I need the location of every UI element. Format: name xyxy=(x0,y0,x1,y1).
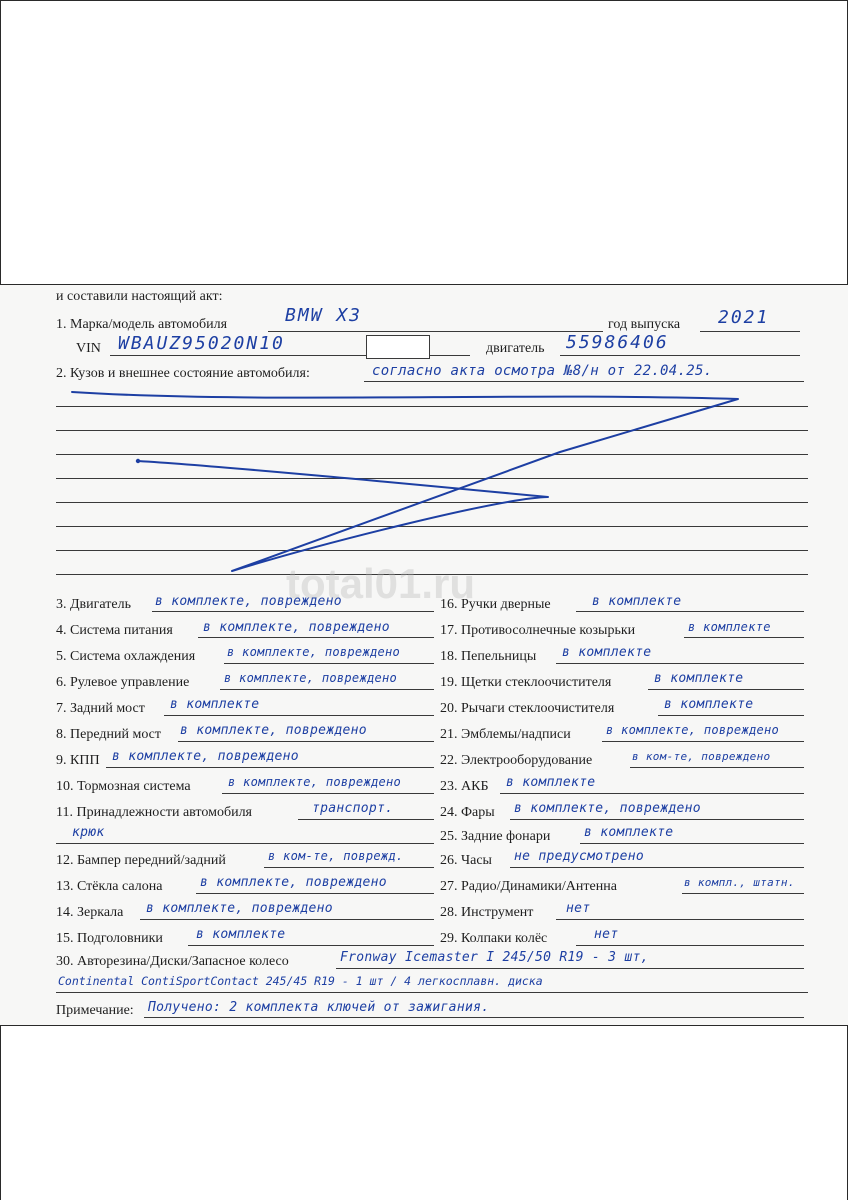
tires-underline-2 xyxy=(56,992,808,993)
item-23-label: 23. АКБ xyxy=(440,779,489,794)
item-21-value: в комплекте, повреждено xyxy=(606,723,780,737)
vin-redaction-box xyxy=(366,335,430,359)
item-15-value: в комплекте xyxy=(196,927,286,942)
year-label: год выпуска xyxy=(608,317,681,332)
item-22-label: 22. Электрооборудование xyxy=(440,753,593,768)
item-underline xyxy=(178,741,434,742)
redacted-top-area xyxy=(0,0,848,285)
item-underline xyxy=(580,843,804,844)
item-29-label: 29. Колпаки колёс xyxy=(440,931,548,946)
make-value: BMW X3 xyxy=(285,305,363,326)
item-17-value: в комплекте xyxy=(688,620,771,634)
item-underline xyxy=(222,793,434,794)
item-24-label: 24. Фары xyxy=(440,805,495,820)
vin-value: WBAUZ95020N10 xyxy=(118,333,285,354)
item-27-value: в компл., штатн. xyxy=(684,876,795,889)
year-underline xyxy=(700,331,800,332)
item-25-value: в комплекте xyxy=(584,825,674,840)
item-27-label: 27. Радио/Динамики/Антенна xyxy=(440,879,617,894)
redacted-bottom-area xyxy=(0,1025,848,1200)
item-12-value: в ком-те, поврежд. xyxy=(268,849,404,863)
item-underline xyxy=(264,867,434,868)
tires-line2: Continental ContiSportContact 245/45 R19 - 1 шт / 4 легкосплавн. диска xyxy=(58,974,543,988)
item-6-value: в комплекте, повреждено xyxy=(224,671,398,685)
item-22-value: в ком-те, повреждено xyxy=(632,750,771,763)
ruled-line xyxy=(56,526,808,527)
item-4-value: в комплекте, повреждено xyxy=(203,620,390,635)
item-17-label: 17. Противосолнечные козырьки xyxy=(440,623,636,638)
item-14-label: 14. Зеркала xyxy=(56,905,124,920)
item-underline xyxy=(164,715,434,716)
item-19-value: в комплекте xyxy=(654,671,744,686)
item-8-label: 8. Передний мост xyxy=(56,727,161,742)
item-underline xyxy=(56,843,434,844)
item-3-label: 3. Двигатель xyxy=(56,597,131,612)
make-underline xyxy=(268,331,603,332)
item-5-value: в комплекте, повреждено xyxy=(227,645,401,659)
item-3-value: в комплекте, повреждено xyxy=(155,594,342,609)
item-12-label: 12. Бампер передний/задний xyxy=(56,853,226,868)
tires-label: 30. Авторезина/Диски/Запасное колесо xyxy=(56,954,289,969)
vin-label: VIN xyxy=(76,341,101,356)
item-11-label: 11. Принадлежности автомобиля xyxy=(56,805,252,820)
item-underline xyxy=(556,663,804,664)
item-underline xyxy=(500,793,804,794)
item-18-label: 18. Пепельницы xyxy=(440,649,537,664)
item-underline xyxy=(576,611,804,612)
item-20-label: 20. Рычаги стеклоочистителя xyxy=(440,701,615,716)
item-4-label: 4. Система питания xyxy=(56,623,173,638)
item-underline xyxy=(198,637,434,638)
ruled-line xyxy=(56,478,808,479)
item-10-value: в комплекте, повреждено xyxy=(228,775,402,789)
item-7-label: 7. Задний мост xyxy=(56,701,145,716)
item-underline xyxy=(684,637,804,638)
tires-underline xyxy=(336,968,804,969)
item-28-label: 28. Инструмент xyxy=(440,905,534,920)
item-11-value: транспорт. xyxy=(312,801,394,816)
item-underline xyxy=(106,767,434,768)
item-19-label: 19. Щетки стеклоочистителя xyxy=(440,675,612,690)
watermark: total01.ru xyxy=(286,560,476,607)
ruled-line xyxy=(56,406,808,407)
make-label: 1. Марка/модель автомобиля xyxy=(56,317,228,332)
body-value: согласно акта осмотра №8/н от 22.04.25. xyxy=(372,363,713,379)
note-underline xyxy=(144,1017,804,1018)
body-underline xyxy=(364,381,804,382)
item-underline xyxy=(152,611,434,612)
item-underline xyxy=(510,819,804,820)
item-underline xyxy=(658,715,804,716)
item-13-value: в комплекте, повреждено xyxy=(200,875,387,890)
item-21-label: 21. Эмблемы/надписи xyxy=(440,727,571,742)
year-value: 2021 xyxy=(718,307,770,328)
item-25-label: 25. Задние фонари xyxy=(440,829,551,844)
intro-text: и составили настоящий акт: xyxy=(56,289,223,304)
item-underline xyxy=(630,767,804,768)
item-underline xyxy=(602,741,804,742)
item-24-value: в комплекте, повреждено xyxy=(514,801,701,816)
item-underline xyxy=(196,893,434,894)
item-14-value: в комплекте, повреждено xyxy=(146,901,333,916)
engine-underline xyxy=(560,355,800,356)
item-23-value: в комплекте xyxy=(506,775,596,790)
item-7-value: в комплекте xyxy=(170,697,260,712)
item-11-value-cont: крюк xyxy=(72,825,105,840)
engine-label: двигатель xyxy=(486,341,545,356)
item-18-value: в комплекте xyxy=(562,645,652,660)
item-5-label: 5. Система охлаждения xyxy=(56,649,196,664)
item-16-value: в комплекте xyxy=(592,594,682,609)
item-underline xyxy=(510,867,804,868)
body-label: 2. Кузов и внешнее состояние автомобиля: xyxy=(56,366,310,381)
ruled-line xyxy=(56,430,808,431)
tires-line1: Fronway Icemaster I 245/50 R19 - 3 шт, xyxy=(340,950,649,965)
item-6-label: 6. Рулевое управление xyxy=(56,675,190,690)
item-26-label: 26. Часы xyxy=(440,853,492,868)
ruled-line xyxy=(56,502,808,503)
item-26-value: не предусмотрено xyxy=(514,849,645,864)
item-underline xyxy=(556,919,804,920)
item-underline xyxy=(220,689,434,690)
ruled-line xyxy=(56,550,808,551)
item-16-label: 16. Ручки дверные xyxy=(440,597,551,612)
item-9-label: 9. КПП xyxy=(56,753,100,768)
ruled-line xyxy=(56,454,808,455)
item-9-value: в комплекте, повреждено xyxy=(112,749,299,764)
item-underline xyxy=(298,819,434,820)
item-underline xyxy=(188,945,434,946)
item-underline xyxy=(682,893,804,894)
item-28-value: нет xyxy=(566,901,591,916)
item-8-value: в комплекте, повреждено xyxy=(180,723,367,738)
item-underline xyxy=(140,919,434,920)
item-underline xyxy=(648,689,804,690)
item-20-value: в комплекте xyxy=(664,697,754,712)
item-29-value: нет xyxy=(594,927,619,942)
item-10-label: 10. Тормозная система xyxy=(56,779,191,794)
item-underline xyxy=(576,945,804,946)
item-underline xyxy=(224,663,434,664)
note-value: Получено: 2 комплекта ключей от зажигания. xyxy=(148,1000,490,1015)
note-label: Примечание: xyxy=(56,1003,134,1018)
item-13-label: 13. Стёкла салона xyxy=(56,879,163,894)
item-15-label: 15. Подголовники xyxy=(56,931,163,946)
engine-value: 55986406 xyxy=(566,332,669,353)
